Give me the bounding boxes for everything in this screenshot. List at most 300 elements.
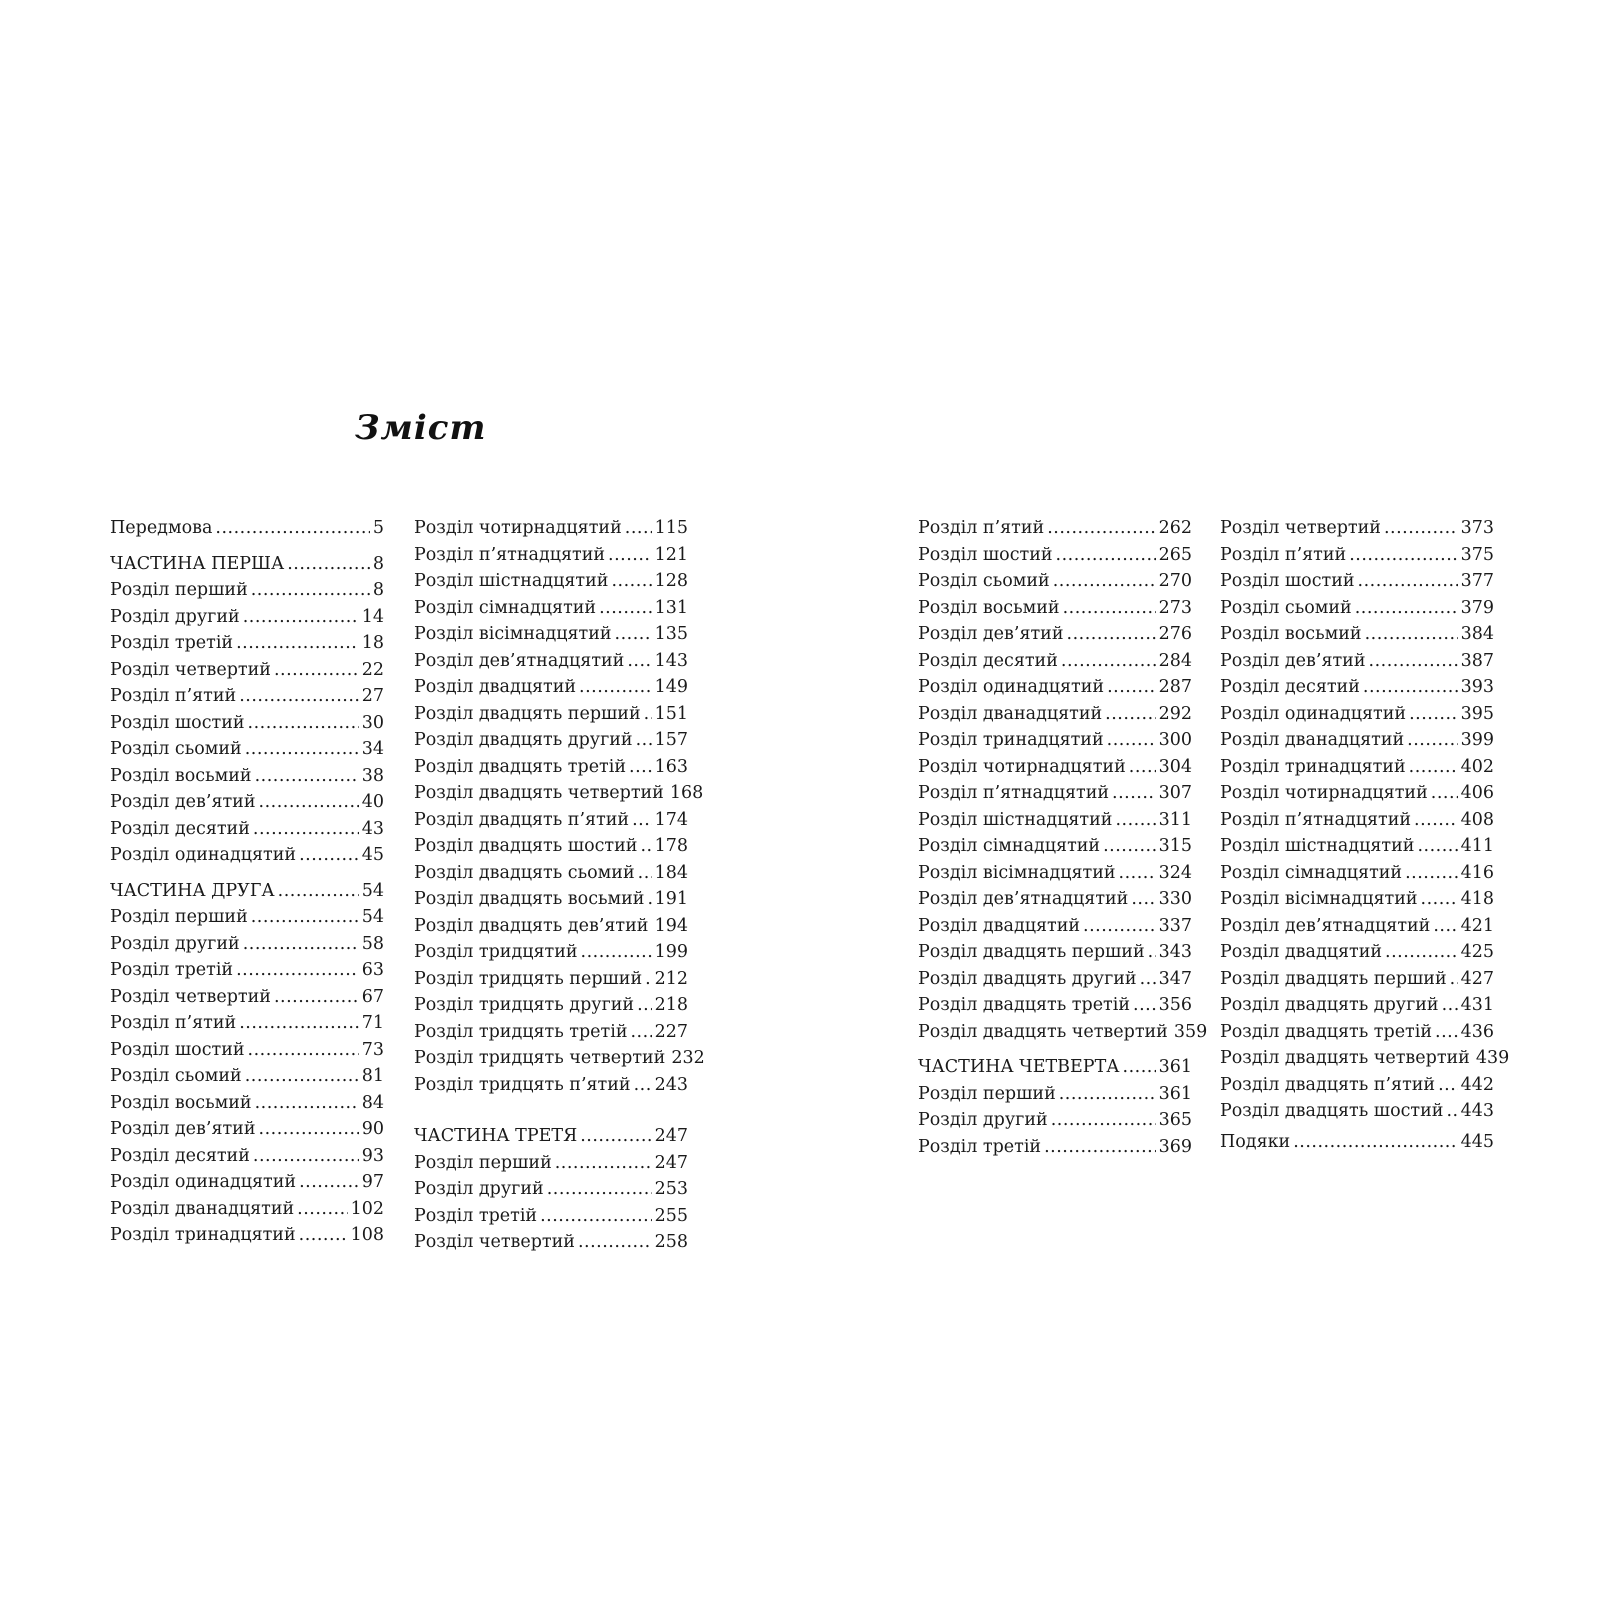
toc-spacer xyxy=(918,1045,1192,1054)
toc-entry[interactable] xyxy=(1220,860,1494,887)
toc-entry-label: Розділ дев’ятий xyxy=(918,624,1064,644)
toc-entry[interactable] xyxy=(1220,992,1494,1019)
dot-leader xyxy=(299,1222,348,1249)
toc-entry[interactable] xyxy=(918,621,1192,648)
dot-leader xyxy=(287,551,370,578)
toc-entry-page: 194 xyxy=(654,915,688,936)
dot-leader xyxy=(278,878,359,905)
toc-entry-page: 218 xyxy=(654,995,688,1015)
toc-spacer xyxy=(414,1098,688,1123)
toc-entry-page: 40 xyxy=(361,792,384,812)
toc-entry[interactable] xyxy=(414,515,688,542)
dot-leader xyxy=(1129,754,1156,781)
toc-entry-label: Розділ третій xyxy=(110,960,234,980)
toc-entry-label: Розділ двадцять третій xyxy=(918,995,1130,1015)
toc-entry-label: Розділ двадцять четвертий xyxy=(414,783,664,803)
toc-entry[interactable] xyxy=(918,754,1192,781)
toc-entry[interactable] xyxy=(110,1196,384,1223)
toc-entry[interactable] xyxy=(414,568,688,595)
toc-entry[interactable] xyxy=(918,780,1192,807)
dot-leader xyxy=(1363,674,1458,701)
toc-entry-label: Розділ чотирнадцятий xyxy=(414,518,622,538)
toc-entry-page: 287 xyxy=(1158,677,1192,697)
toc-entry-label: ЧАСТИНА ТРЕТЯ xyxy=(414,1126,578,1146)
toc-entry[interactable] xyxy=(110,1222,384,1249)
toc-entry[interactable] xyxy=(1220,1019,1494,1046)
toc-entry-label: Розділ тринадцятий xyxy=(110,1225,296,1245)
toc-entry-label: Розділ двадцять третій xyxy=(1220,1021,1432,1042)
dot-leader xyxy=(578,1229,652,1256)
dot-leader xyxy=(253,816,359,843)
toc-entry[interactable] xyxy=(1220,595,1494,622)
toc-entry-label: Розділ тридцять другий xyxy=(414,995,635,1015)
toc-entry-label: ЧАСТИНА ПЕРША xyxy=(110,553,285,574)
toc-entry[interactable] xyxy=(414,648,688,675)
toc-entry-label: Розділ одинадцятий xyxy=(110,845,297,865)
toc-spacer xyxy=(110,542,384,551)
toc-entry[interactable] xyxy=(1220,727,1494,754)
toc-entry-page: 375 xyxy=(1460,544,1494,565)
dot-leader xyxy=(245,1063,359,1090)
toc-entry-page: 128 xyxy=(654,571,688,591)
dot-leader xyxy=(1053,568,1156,595)
toc-entry[interactable] xyxy=(414,833,688,860)
dot-leader xyxy=(1407,727,1457,754)
toc-entry-page: 292 xyxy=(1158,703,1192,724)
toc-entry-label: Розділ десятий xyxy=(918,650,1058,671)
dot-leader xyxy=(299,842,359,869)
toc-entry-page: 54 xyxy=(361,907,384,927)
dot-leader xyxy=(239,1010,359,1037)
toc-entry-label: ЧАСТИНА ЧЕТВЕРТА xyxy=(918,1057,1120,1077)
toc-entry[interactable] xyxy=(1220,807,1494,834)
toc-entry[interactable] xyxy=(110,577,384,604)
dot-leader xyxy=(637,992,652,1019)
toc-entry-page: 243 xyxy=(654,1074,688,1095)
dot-leader xyxy=(630,1019,651,1046)
toc-entry[interactable] xyxy=(1220,1045,1510,1072)
toc-entry-page: 191 xyxy=(654,889,688,909)
toc-entry[interactable] xyxy=(918,1054,1192,1081)
toc-entry-label: Розділ двадцять третій xyxy=(414,756,626,777)
toc-entry-page: 34 xyxy=(361,739,384,759)
toc-entry-page: 443 xyxy=(1460,1101,1494,1121)
toc-entry[interactable] xyxy=(1220,754,1494,781)
dot-leader xyxy=(248,710,359,737)
toc-entry-page: 315 xyxy=(1158,836,1192,856)
toc-entry-label: Розділ дев’ятий xyxy=(1220,650,1366,671)
toc-entry-label: Розділ двадцять п’ятий xyxy=(414,809,630,830)
toc-entry-label: Розділ двадцять четвертий xyxy=(918,1021,1168,1042)
toc-entry-page: 408 xyxy=(1460,809,1494,830)
toc-entry-page: 421 xyxy=(1460,915,1494,936)
dot-leader xyxy=(580,1123,651,1150)
toc-entry-page: 5 xyxy=(372,518,384,538)
toc-entry-label: Розділ сьомий xyxy=(1220,597,1352,618)
dot-leader xyxy=(1414,807,1458,834)
dot-leader xyxy=(1061,648,1156,675)
toc-column-2 xyxy=(414,515,705,1256)
toc-entry[interactable] xyxy=(110,816,384,843)
toc-entry[interactable] xyxy=(110,878,384,905)
dot-leader xyxy=(259,789,359,816)
toc-entry-label: Розділ шостий xyxy=(918,544,1053,565)
toc-entry[interactable] xyxy=(918,727,1192,754)
dot-leader xyxy=(251,904,359,931)
toc-entry[interactable] xyxy=(414,1019,688,1046)
toc-entry[interactable] xyxy=(414,1045,705,1072)
dot-leader xyxy=(1056,542,1156,569)
toc-entry-label: Розділ шістнадцятий xyxy=(414,571,609,591)
toc-entry[interactable] xyxy=(110,551,384,578)
dot-leader xyxy=(611,568,651,595)
toc-entry-page: 273 xyxy=(1158,597,1192,618)
toc-entry[interactable] xyxy=(1220,913,1494,940)
toc-entry[interactable] xyxy=(918,542,1192,569)
toc-entry-label: Розділ п’ятнадцятий xyxy=(918,783,1110,803)
toc-entry-page: 247 xyxy=(654,1126,688,1146)
dot-leader xyxy=(1131,886,1155,913)
toc-entry-page: 361 xyxy=(1158,1057,1192,1077)
toc-entry[interactable] xyxy=(414,621,688,648)
toc-entry-page: 442 xyxy=(1460,1074,1494,1095)
dot-leader xyxy=(1446,1098,1457,1125)
toc-entry[interactable] xyxy=(414,780,704,807)
toc-entry-page: 121 xyxy=(654,544,688,565)
toc-entry[interactable] xyxy=(414,1176,688,1203)
toc-entry-page: 356 xyxy=(1158,995,1192,1015)
toc-entry[interactable] xyxy=(110,1037,384,1064)
toc-title: Зміст xyxy=(355,408,487,448)
toc-entry[interactable] xyxy=(414,1203,688,1230)
dot-leader xyxy=(599,595,652,622)
toc-entry-page: 324 xyxy=(1158,862,1192,883)
toc-entry-page: 184 xyxy=(654,862,688,883)
toc-entry-label: Розділ другий xyxy=(110,933,240,954)
toc-entry-page: 439 xyxy=(1475,1048,1510,1068)
toc-entry[interactable] xyxy=(918,515,1192,542)
dot-leader xyxy=(1417,833,1457,860)
toc-entry-page: 163 xyxy=(654,756,688,777)
toc-entry[interactable] xyxy=(110,1063,384,1090)
toc-entry[interactable] xyxy=(110,1090,384,1117)
toc-entry[interactable] xyxy=(414,913,688,940)
toc-entry-page: 384 xyxy=(1460,624,1494,644)
toc-entry[interactable] xyxy=(918,807,1192,834)
toc-entry-label: Розділ двадцятий xyxy=(1220,942,1383,962)
toc-entry[interactable] xyxy=(414,966,688,993)
dot-leader xyxy=(1409,754,1458,781)
toc-entry[interactable] xyxy=(110,657,384,684)
toc-entry[interactable] xyxy=(918,1019,1208,1046)
toc-entry[interactable] xyxy=(1220,1072,1494,1099)
toc-entry-label: Розділ двадцять восьмий xyxy=(414,889,645,909)
toc-entry[interactable] xyxy=(918,966,1192,993)
toc-entry[interactable] xyxy=(414,674,688,701)
toc-entry[interactable] xyxy=(110,842,384,869)
toc-entry[interactable] xyxy=(110,763,384,790)
toc-entry-page: 377 xyxy=(1460,571,1494,591)
toc-entry-label: Розділ другий xyxy=(110,606,240,627)
toc-entry[interactable] xyxy=(918,568,1192,595)
toc-entry[interactable] xyxy=(110,604,384,631)
dot-leader xyxy=(1438,1072,1458,1099)
toc-entry-label: Розділ шостий xyxy=(1220,571,1355,591)
toc-entry[interactable] xyxy=(918,939,1192,966)
toc-entry-label: Розділ сьомий xyxy=(110,1066,242,1086)
toc-entry-page: 361 xyxy=(1158,1083,1192,1104)
toc-entry[interactable] xyxy=(414,1072,688,1099)
toc-entry[interactable] xyxy=(110,789,384,816)
toc-entry[interactable] xyxy=(110,904,384,931)
toc-entry[interactable] xyxy=(110,515,384,542)
dot-leader xyxy=(1431,780,1458,807)
toc-entry-label: Розділ двадцять другий xyxy=(414,730,633,750)
toc-entry[interactable] xyxy=(414,992,688,1019)
toc-entry-page: 22 xyxy=(361,659,384,680)
toc-entry[interactable] xyxy=(414,939,688,966)
toc-entry-label: Розділ четвертий xyxy=(110,659,271,680)
dot-leader xyxy=(629,754,652,781)
toc-entry-page: 71 xyxy=(361,1013,384,1033)
dot-leader xyxy=(299,1169,359,1196)
toc-entry-label: Розділ сімнадцятий xyxy=(1220,862,1403,883)
dot-leader xyxy=(1112,780,1156,807)
toc-entry-page: 38 xyxy=(361,765,384,786)
toc-entry[interactable] xyxy=(918,913,1192,940)
toc-entry-label: Розділ чотирнадцятий xyxy=(1220,783,1428,803)
toc-entry-label: Розділ сімнадцятий xyxy=(414,597,597,618)
toc-entry-page: 54 xyxy=(361,880,384,901)
dot-leader xyxy=(215,515,369,542)
toc-entry[interactable] xyxy=(918,701,1192,728)
toc-entry[interactable] xyxy=(414,727,688,754)
toc-entry[interactable] xyxy=(414,1123,688,1150)
toc-entry-label: ЧАСТИНА ДРУГА xyxy=(110,880,275,901)
toc-entry-page: 58 xyxy=(361,933,384,954)
dot-leader xyxy=(555,1150,652,1177)
toc-entry-page: 399 xyxy=(1460,730,1494,750)
toc-entry-page: 265 xyxy=(1158,544,1192,565)
dot-leader xyxy=(274,657,359,684)
dot-leader xyxy=(1433,913,1457,940)
toc-entry-page: 8 xyxy=(372,553,384,574)
toc-entry-label: Розділ шостий xyxy=(110,1039,245,1060)
toc-entry-label: Розділ другий xyxy=(918,1110,1048,1130)
toc-entry-label: Передмова xyxy=(110,518,213,538)
toc-entry-label: Розділ двадцять другий xyxy=(918,968,1137,989)
toc-entry[interactable] xyxy=(414,860,688,887)
dot-leader xyxy=(540,1203,652,1230)
toc-entry-label: Розділ вісімнадцятий xyxy=(918,862,1116,883)
toc-entry[interactable] xyxy=(110,710,384,737)
dot-leader xyxy=(1051,1107,1156,1134)
toc-entry-page: 253 xyxy=(654,1179,688,1199)
toc-entry-label: Розділ двадцять четвертий xyxy=(1220,1048,1470,1068)
toc-spacer xyxy=(110,869,384,878)
toc-entry[interactable] xyxy=(110,984,384,1011)
dot-leader xyxy=(243,931,359,958)
toc-entry[interactable] xyxy=(1220,1129,1494,1156)
toc-entry[interactable] xyxy=(110,630,384,657)
toc-entry-label: Розділ п’ятий xyxy=(1220,544,1347,565)
toc-entry[interactable] xyxy=(110,683,384,710)
toc-entry-label: Розділ перший xyxy=(414,1152,552,1173)
toc-entry[interactable] xyxy=(414,701,688,728)
toc-entry-label: Розділ сьомий xyxy=(110,739,242,759)
toc-entry-page: 359 xyxy=(1173,1021,1208,1042)
toc-entry[interactable] xyxy=(1220,674,1494,701)
toc-entry[interactable] xyxy=(918,1107,1192,1134)
toc-entry[interactable] xyxy=(110,1010,384,1037)
toc-entry-label: Розділ двадцятий xyxy=(414,677,577,697)
toc-entry-label: Розділ шістнадцятий xyxy=(1220,836,1415,856)
toc-entry-label: Розділ дев’ятий xyxy=(110,1119,256,1139)
toc-entry[interactable] xyxy=(1220,939,1494,966)
dot-leader xyxy=(1105,701,1155,728)
toc-entry-page: 108 xyxy=(350,1225,384,1245)
toc-entry-page: 393 xyxy=(1460,677,1494,697)
toc-entry-label: Розділ п’ятнадцятий xyxy=(1220,809,1412,830)
toc-entry[interactable] xyxy=(414,754,688,781)
toc-entry[interactable] xyxy=(918,886,1192,913)
dot-leader xyxy=(615,621,652,648)
toc-entry[interactable] xyxy=(1220,568,1494,595)
toc-entry-page: 416 xyxy=(1460,862,1494,883)
dot-leader xyxy=(625,515,652,542)
toc-entry-page: 431 xyxy=(1460,995,1494,1015)
toc-entry-label: Розділ перший xyxy=(918,1083,1056,1104)
dot-leader xyxy=(1047,515,1155,542)
toc-entry-label: Розділ сімнадцятий xyxy=(918,836,1101,856)
toc-entry-page: 337 xyxy=(1158,915,1192,936)
dot-leader xyxy=(1409,701,1458,728)
toc-entry-label: Розділ тридцять перший xyxy=(414,968,643,989)
toc-entry-page: 304 xyxy=(1158,756,1192,777)
toc-entry[interactable] xyxy=(1220,1098,1494,1125)
dot-leader xyxy=(1133,992,1156,1019)
dot-leader xyxy=(236,957,359,984)
dot-leader xyxy=(1148,939,1156,966)
dot-leader xyxy=(259,1116,359,1143)
toc-entry[interactable] xyxy=(414,886,688,913)
toc-entry[interactable] xyxy=(414,542,688,569)
toc-entry-label: Розділ дванадцятий xyxy=(1220,730,1405,750)
toc-entry-page: 369 xyxy=(1158,1136,1192,1157)
dot-leader xyxy=(636,727,652,754)
toc-entry[interactable] xyxy=(110,931,384,958)
toc-entry-label: Розділ шостий xyxy=(110,712,245,733)
toc-entry-label: Розділ четвертий xyxy=(1220,518,1381,538)
toc-entry-page: 81 xyxy=(361,1066,384,1086)
toc-entry-page: 18 xyxy=(361,633,384,653)
toc-entry-page: 395 xyxy=(1460,703,1494,724)
toc-entry-page: 247 xyxy=(654,1152,688,1173)
toc-entry[interactable] xyxy=(1220,780,1494,807)
toc-entry-label: Розділ другий xyxy=(414,1179,544,1199)
toc-entry-label: Розділ двадцять шостий xyxy=(1220,1101,1444,1121)
toc-entry-page: 365 xyxy=(1158,1110,1192,1130)
toc-entry[interactable] xyxy=(918,648,1192,675)
toc-entry-label: Розділ сьомий xyxy=(918,571,1050,591)
toc-entry-page: 131 xyxy=(654,597,688,618)
toc-entry-page: 418 xyxy=(1460,889,1494,909)
toc-entry-page: 73 xyxy=(361,1039,384,1060)
toc-entry-page: 84 xyxy=(361,1092,384,1113)
dot-leader xyxy=(245,736,359,763)
toc-entry[interactable] xyxy=(110,1169,384,1196)
toc-entry-label: Розділ двадцятий xyxy=(918,915,1081,936)
toc-entry[interactable] xyxy=(1220,542,1494,569)
toc-entry[interactable] xyxy=(918,595,1192,622)
toc-entry[interactable] xyxy=(414,1150,688,1177)
toc-entry[interactable] xyxy=(918,992,1192,1019)
toc-entry-label: Розділ восьмий xyxy=(110,765,252,786)
toc-entry-page: 174 xyxy=(654,809,688,830)
toc-entry[interactable] xyxy=(1220,886,1494,913)
toc-entry-label: Розділ двадцять перший xyxy=(414,703,641,724)
toc-entry-page: 30 xyxy=(361,712,384,733)
toc-entry[interactable] xyxy=(110,957,384,984)
dot-leader xyxy=(1059,1081,1156,1108)
toc-entry-label: Розділ шістнадцятий xyxy=(918,809,1113,830)
toc-entry-label: Розділ дев’ятнадцятий xyxy=(918,889,1129,909)
toc-entry-label: Подяки xyxy=(1220,1131,1291,1152)
toc-entry[interactable] xyxy=(918,1134,1192,1161)
toc-entry-label: Розділ тридцять п’ятий xyxy=(414,1074,631,1095)
toc-entry[interactable] xyxy=(1220,833,1494,860)
toc-entry-page: 93 xyxy=(361,1145,384,1166)
toc-entry[interactable] xyxy=(110,736,384,763)
dot-leader xyxy=(634,1072,652,1099)
toc-entry-label: Розділ двадцять перший xyxy=(1220,968,1447,989)
dot-leader xyxy=(640,833,651,860)
toc-entry-label: Розділ дванадцятий xyxy=(110,1198,295,1219)
toc-entry-page: 178 xyxy=(654,836,688,856)
toc-entry[interactable] xyxy=(110,1143,384,1170)
toc-entry-page: 270 xyxy=(1158,571,1192,591)
toc-entry-page: 300 xyxy=(1158,730,1192,750)
toc-entry-page: 347 xyxy=(1158,968,1192,989)
toc-entry[interactable] xyxy=(110,1116,384,1143)
toc-entry-label: Розділ чотирнадцятий xyxy=(918,756,1126,777)
toc-entry[interactable] xyxy=(1220,701,1494,728)
toc-entry[interactable] xyxy=(1220,648,1494,675)
dot-leader xyxy=(255,763,359,790)
toc-entry[interactable] xyxy=(414,807,688,834)
dot-leader xyxy=(547,1176,652,1203)
dot-leader xyxy=(1450,966,1458,993)
toc-entry-label: Розділ двадцять другий xyxy=(1220,995,1439,1015)
toc-entry-label: Розділ десятий xyxy=(110,818,250,839)
toc-entry[interactable] xyxy=(918,1081,1192,1108)
toc-entry[interactable] xyxy=(918,674,1192,701)
toc-entry[interactable] xyxy=(918,860,1192,887)
toc-entry[interactable] xyxy=(1220,621,1494,648)
toc-entry-label: Розділ двадцять шостий xyxy=(414,836,638,856)
dot-leader xyxy=(243,604,359,631)
toc-entry[interactable] xyxy=(918,833,1192,860)
dot-leader xyxy=(1365,621,1458,648)
toc-entry[interactable] xyxy=(414,595,688,622)
dot-leader xyxy=(1405,860,1458,887)
toc-entry[interactable] xyxy=(414,1229,688,1256)
dot-leader xyxy=(1044,1134,1156,1161)
toc-entry[interactable] xyxy=(1220,515,1494,542)
toc-entry[interactable] xyxy=(1220,966,1494,993)
dot-leader xyxy=(1123,1054,1156,1081)
toc-entry-page: 425 xyxy=(1460,942,1494,962)
